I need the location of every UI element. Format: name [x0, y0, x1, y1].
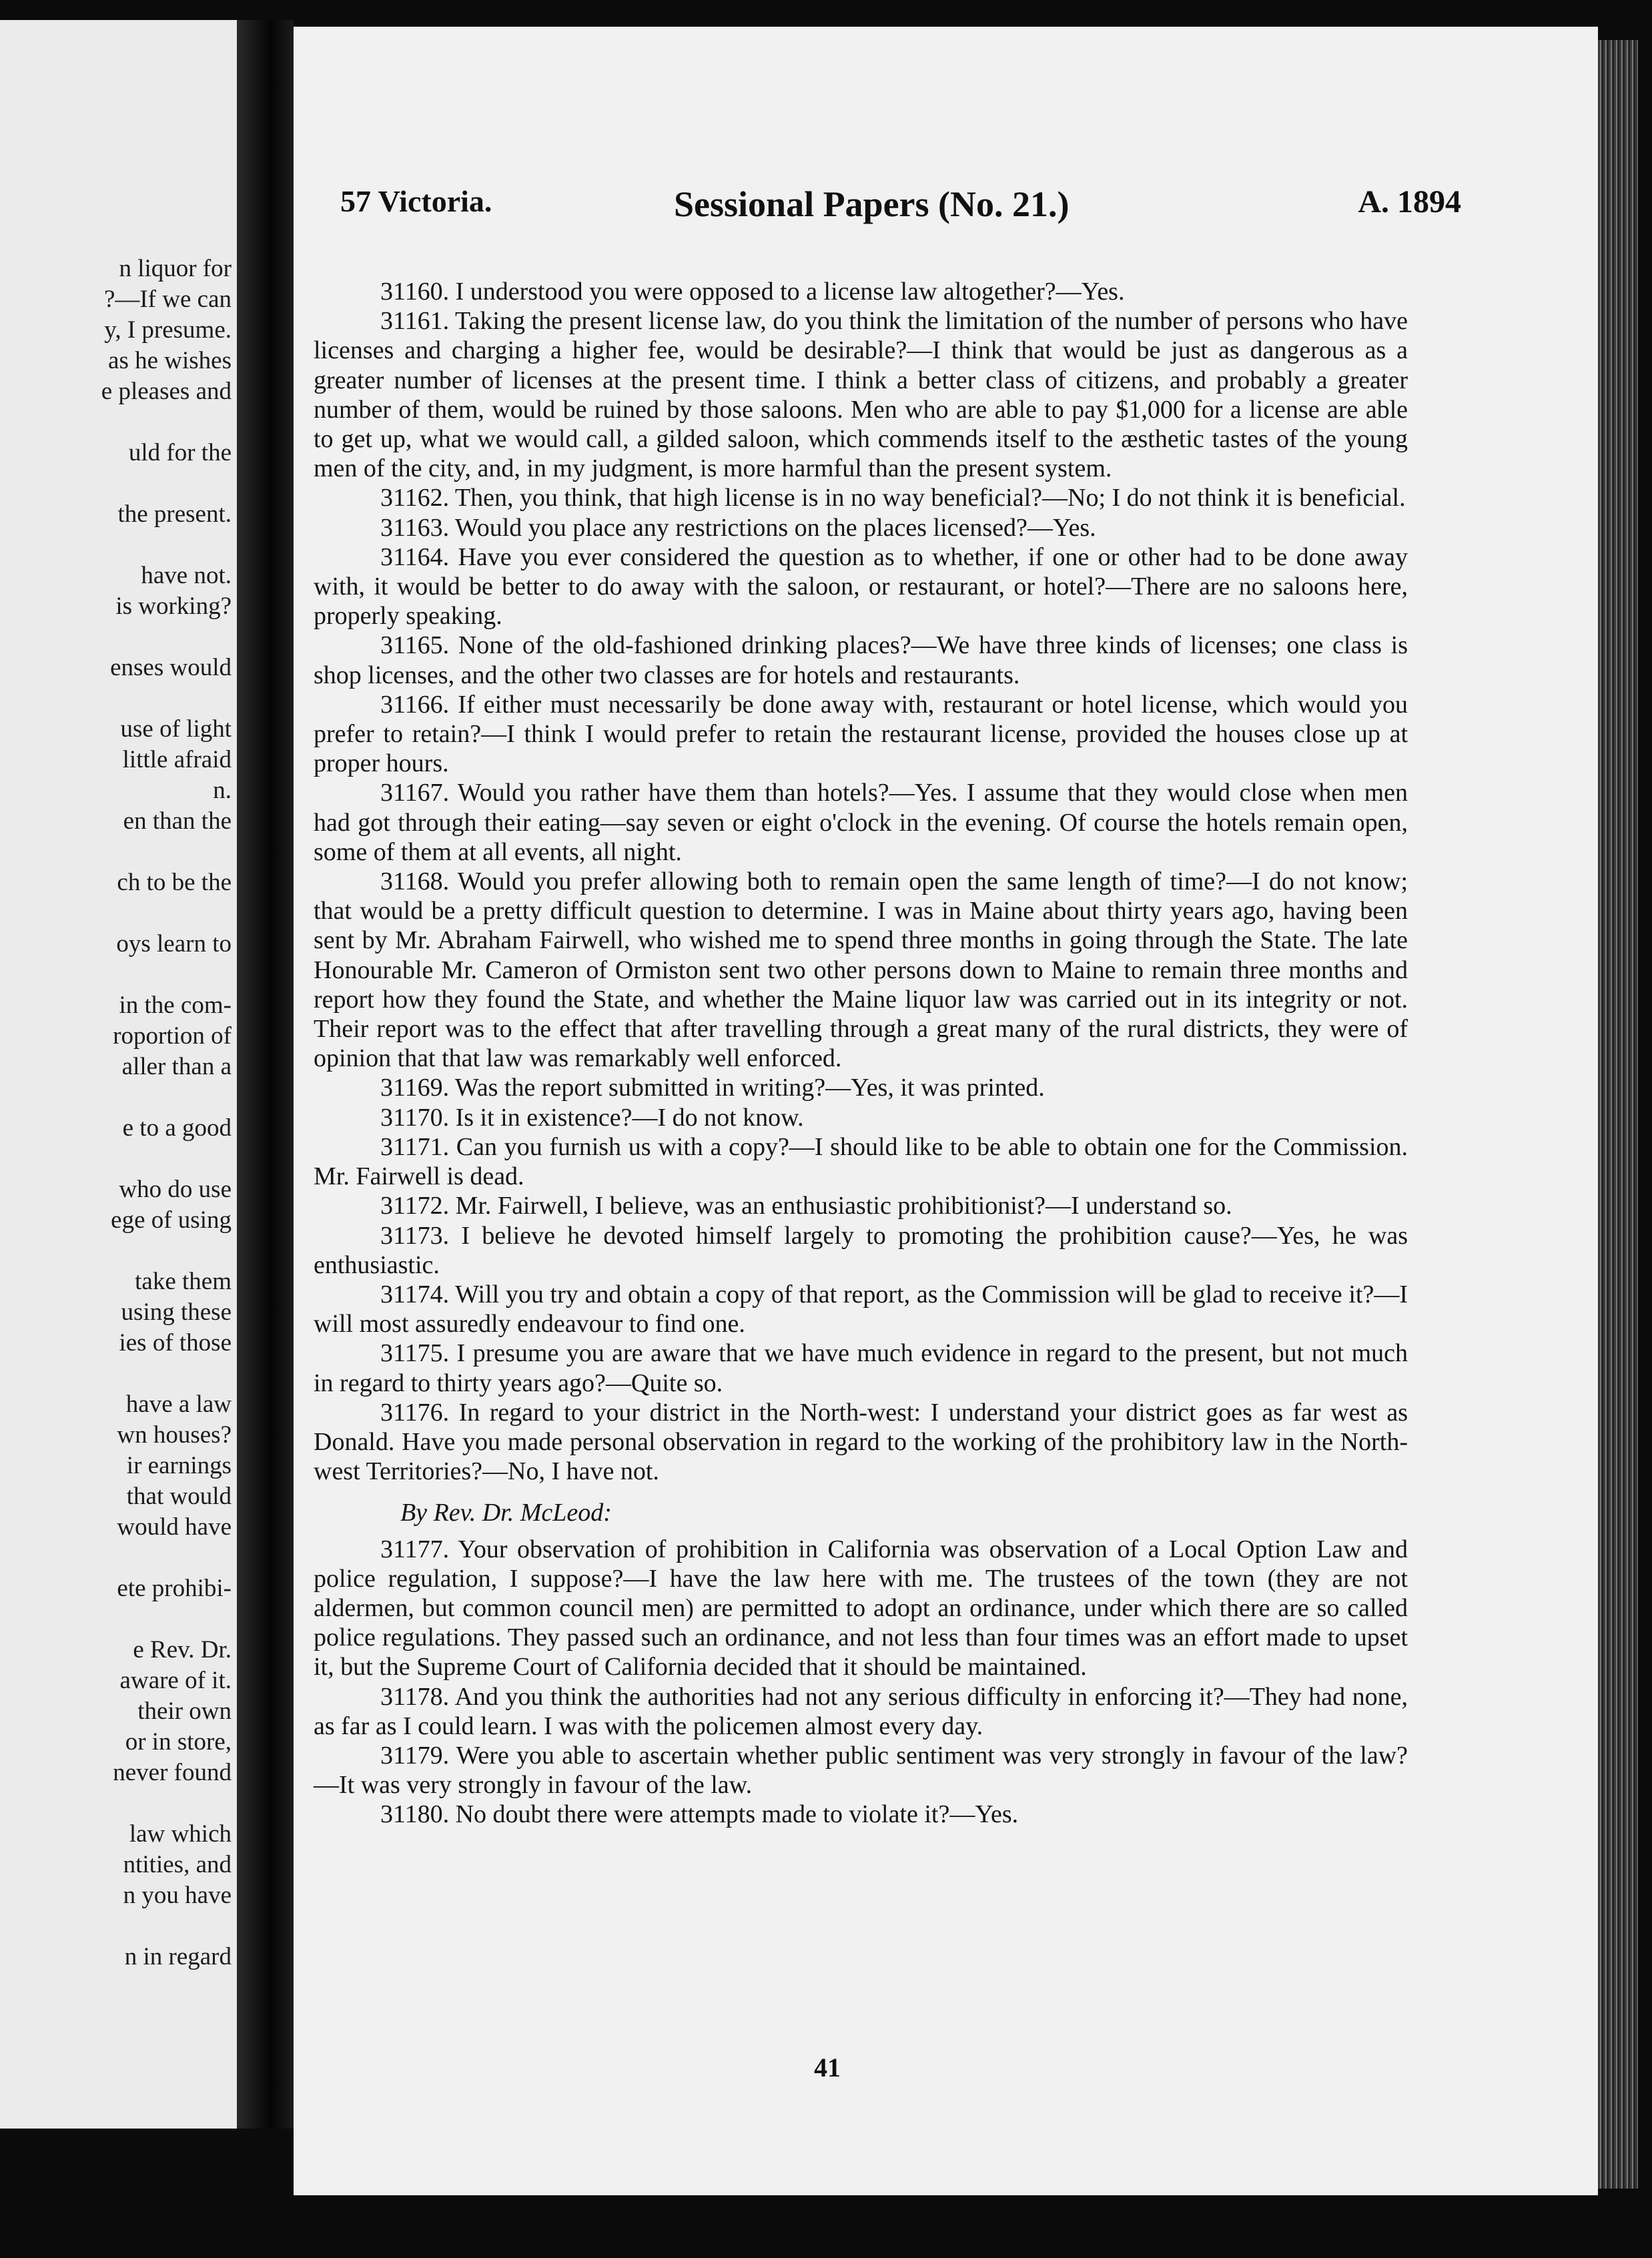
facing-page-line: use of light — [120, 715, 232, 743]
testimony-paragraph: 31179. Were you able to ascertain whether public sentiment was very strongly in favour of the law?—It was very strongly in favour of the law. — [314, 1741, 1408, 1800]
facing-page-line: uld for the — [128, 439, 232, 466]
testimony-paragraph: 31174. Will you try and obtain a copy of that report, as the Commission will be glad to receive it?—I will most assuredly endeavour to find one. — [314, 1280, 1408, 1339]
facing-page-line: en than the — [123, 807, 232, 835]
header-volume: 57 Victoria. — [340, 184, 492, 218]
facing-page-line: aware of it. — [119, 1667, 232, 1694]
facing-page-line: roportion of — [113, 1022, 232, 1050]
facing-page-line: never found — [113, 1759, 232, 1786]
facing-page-line — [58, 1236, 232, 1266]
facing-page-line — [58, 1604, 232, 1635]
facing-page-line: in the com- — [119, 992, 232, 1019]
facing-page-line — [58, 1082, 232, 1113]
facing-page-line — [58, 1788, 232, 1819]
testimony-paragraph: 31175. I presume you are aware that we have much evidence in regard to the present, but not much in regard to thirty years ago?—Quite so. — [314, 1339, 1408, 1397]
facing-page-line: as he wishes — [108, 347, 232, 374]
facing-page-line: n you have — [123, 1882, 232, 1909]
running-header — [340, 183, 1461, 230]
facing-page-line — [58, 837, 232, 867]
testimony-paragraph: 31163. Would you place any restrictions on the places licensed?—Yes. — [380, 513, 1096, 542]
testimony-paragraph: 31164. Have you ever considered the question as to whether, if one or other had to be done away with, it would be better to do away with the saloon, or restaurant, or hotel?—There are no saloons here, properly speaking. — [314, 542, 1408, 631]
testimony-paragraph: 31171. Can you furnish us with a copy?—I should like to be able to obtain one for the Commission. Mr. Fairwell is dead. — [314, 1132, 1408, 1191]
document-page — [294, 27, 1598, 2195]
testimony-paragraph: 31168. Would you prefer allowing both to remain open the same length of time?—I do not know; that would be a pretty difficult question to determine. I was in Maine about thirty years ago, having been sent by Mr. Abraham Fairwell, who wished me to spend three months in going through the State. The late Honourable Mr. Cameron of Ormiston sent two other persons down to Maine to remain three months and report how they found the State, and whether the Maine liquor law was carried out in its integrity or not. Their report was to the effect that after travelling through a great many of the rural districts, they were of opinion that that law was remarkably well enforced. — [314, 867, 1408, 1073]
facing-page-line: take them — [135, 1268, 232, 1295]
facing-page — [0, 20, 237, 2129]
facing-page-line: enses would — [110, 654, 232, 681]
facing-page-line: ntities, and — [123, 1851, 232, 1878]
testimony-paragraph: 31178. And you think the authorities had not any serious difficulty in enforcing it?—They had none, as far as I could learn. I was with the policemen almost every day. — [314, 1682, 1408, 1740]
facing-page-line: have a law — [125, 1391, 232, 1418]
testimony-paragraph: 31177. Your observation of prohibition in California was observation of a Local Option Law and police regulation, I suppose?—I have the law here with me. The trustees of the town (they are not aldermen, but common council men) are permitted to adopt an ordinance, under which there are so called police regulations. They passed such an ordinance, and not less than four times was an effort made to upset it, but the Supreme Court of California decided that it should be maintained. — [314, 1535, 1408, 1681]
facing-page-line — [58, 1359, 232, 1389]
testimony-paragraph: 31165. None of the old-fashioned drinking places?—We have three kinds of licenses; one class is shop licenses, and the other two classes are for hotels and restaurants. — [314, 631, 1408, 689]
facing-page-line: aller than a — [121, 1053, 232, 1080]
facing-page-line: ?—If we can — [103, 286, 232, 313]
testimony-body — [314, 277, 1408, 1830]
facing-page-line: the present. — [117, 500, 232, 528]
testimony-paragraph: 31160. I understood you were opposed to a license law altogether?—Yes. — [380, 278, 1125, 306]
facing-page-line: n liquor for — [119, 255, 232, 282]
facing-page-line — [58, 622, 232, 653]
facing-page-line — [58, 960, 232, 990]
facing-page-line: would have — [117, 1513, 232, 1541]
facing-page-line — [58, 1543, 232, 1573]
facing-page-line: n. — [213, 777, 232, 804]
facing-page-line: little afraid — [122, 746, 232, 773]
testimony-paragraph: 31167. Would you rather have them than hotels?—Yes. I assume that they would close when men had got through their eating—say seven or eight o'clock in the evening. Of course the hotels remain open, some of them at all events, all night. — [314, 779, 1408, 866]
facing-page-line — [58, 407, 232, 438]
facing-page-line: ch to be the — [117, 869, 232, 896]
examiner-byline: By Rev. Dr. McLeod: — [400, 1499, 612, 1527]
facing-page-line: oys learn to — [116, 930, 232, 958]
facing-page-line: wn houses? — [117, 1421, 232, 1449]
facing-page-line: ies of those — [119, 1329, 232, 1357]
testimony-paragraph: 31170. Is it in existence?—I do not know. — [380, 1103, 804, 1132]
facing-page-line — [58, 683, 232, 714]
header-title: Sessional Papers (No. 21.) — [674, 184, 1070, 224]
facing-page-line — [58, 530, 232, 560]
testimony-paragraph: 31176. In regard to your district in the North-west: I understand your district goes as far west as Donald. Have you made personal observation in regard to the working of the prohibitory law in the North-west Territories?—No, I have not. — [314, 1398, 1408, 1486]
page-edges — [1598, 40, 1638, 2189]
facing-page-line: ir earnings — [126, 1452, 232, 1479]
facing-page-line: e Rev. Dr. — [133, 1636, 232, 1663]
testimony-paragraph: 31173. I believe he devoted himself largely to promoting the prohibition cause?—Yes, he was enthusiastic. — [314, 1221, 1408, 1279]
facing-page-line: who do use — [119, 1176, 232, 1203]
facing-page-line: that would — [126, 1483, 232, 1510]
facing-page-line: have not. — [141, 562, 232, 589]
facing-page-line: ete prohibi- — [117, 1575, 232, 1602]
testimony-paragraph: 31161. Taking the present license law, do you think the limitation of the number of persons who have licenses and charging a higher fee, would be desirable?—I think that would be just as dangerous as a greater number of licenses at the present time. I think a better class of citizens, and probably a greater number of them, would be ruined by those saloons. Men who are able to pay $1,000 for a license are able to get up, what we would call, a gilded saloon, which commends itself to the æsthetic tastes of the young men of the city, and, in my judgment, is more harmful than the present system. — [314, 307, 1408, 483]
facing-page-line: their own — [137, 1698, 232, 1725]
testimony-paragraph: 31169. Was the report submitted in writing?—Yes, it was printed. — [380, 1074, 1045, 1102]
facing-page-line: law which — [129, 1820, 232, 1848]
facing-page-line: e pleases and — [101, 378, 232, 405]
facing-page-line — [58, 1144, 232, 1174]
facing-page-line: e to a good — [122, 1114, 232, 1142]
page-number: 41 — [814, 2052, 841, 2083]
header-year: A. 1894 — [1358, 184, 1461, 220]
facing-page-line: y, I presume. — [104, 316, 232, 344]
facing-page-line — [58, 898, 232, 929]
facing-page-text — [58, 254, 232, 1972]
facing-page-line: ege of using — [111, 1206, 232, 1234]
facing-page-line — [58, 1911, 232, 1942]
facing-page-line: or in store, — [125, 1728, 232, 1756]
facing-page-line — [58, 468, 232, 499]
testimony-paragraph: 31172. Mr. Fairwell, I believe, was an enthusiastic prohibitionist?—I understand so. — [380, 1192, 1232, 1220]
testimony-paragraph: 31162. Then, you think, that high license is in no way beneficial?—No; I do not think it is beneficial. — [380, 484, 1406, 512]
book-gutter — [237, 20, 294, 2129]
facing-page-line: using these — [121, 1298, 232, 1326]
testimony-paragraph: 31180. No doubt there were attempts made to violate it?—Yes. — [380, 1800, 1019, 1829]
testimony-paragraph: 31166. If either must necessarily be done away with, restaurant or hotel license, which would you prefer to retain?—I think I would prefer to retain the restaurant license, provided the houses close up at proper hours. — [314, 690, 1408, 778]
facing-page-line: is working? — [115, 593, 232, 620]
facing-page-line: n in regard — [124, 1943, 232, 1970]
